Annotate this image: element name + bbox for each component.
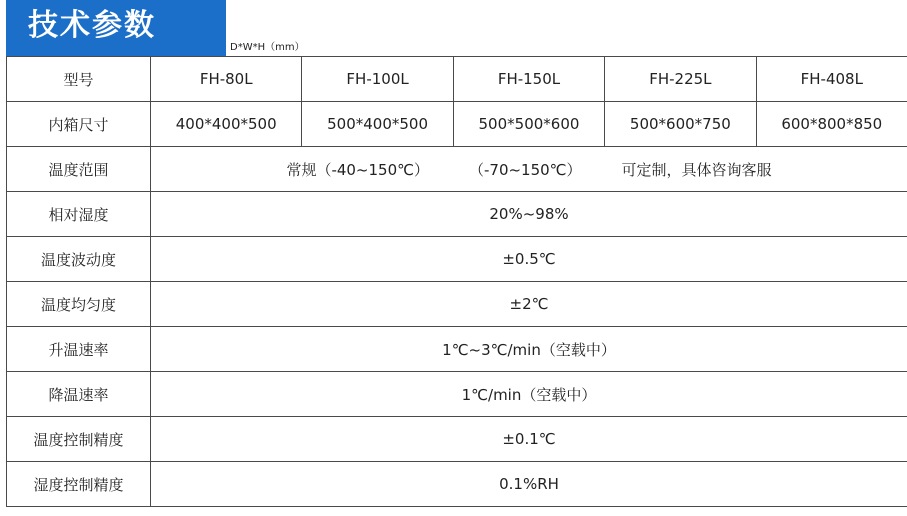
table-row: [7, 282, 907, 327]
row-label: 型号: [7, 57, 151, 102]
table-cell: 400*400*500: [151, 102, 302, 147]
temp-range-normal: 常规（-40~150℃）: [286, 160, 429, 179]
temp-range-custom: 可定制，具体咨询客服: [621, 160, 772, 179]
section-title: 技术参数: [6, 0, 226, 56]
table-row-size: [7, 102, 907, 147]
table-cell: [151, 147, 907, 192]
header: [0, 0, 907, 56]
unit-note: D*W*H（mm）: [230, 42, 305, 53]
table-cell: 500*400*500: [302, 102, 453, 147]
table-row: [7, 372, 907, 417]
row-label: 内箱尺寸: [7, 102, 151, 147]
row-label: 温度波动度: [7, 237, 151, 282]
table-row-model: [7, 57, 907, 102]
table-cell: 20%~98%: [151, 192, 907, 237]
row-label: 升温速率: [7, 327, 151, 372]
row-label: 相对湿度: [7, 192, 151, 237]
table-cell: ±0.5℃: [151, 237, 907, 282]
table-cell: 500*500*600: [453, 102, 604, 147]
table-cell: FH-150L: [453, 57, 604, 102]
table-cell: FH-80L: [151, 57, 302, 102]
table-cell: FH-408L: [756, 57, 907, 102]
row-label: 温度均匀度: [7, 282, 151, 327]
table-cell: 1℃/min（空载中）: [151, 372, 907, 417]
table-cell: ±0.1℃: [151, 417, 907, 462]
table-row: [7, 327, 907, 372]
spec-table: [6, 56, 907, 507]
row-label: 湿度控制精度: [7, 462, 151, 507]
table-cell: 600*800*850: [756, 102, 907, 147]
temp-range-low: （-70~150℃）: [468, 160, 582, 179]
table-cell: 500*600*750: [605, 102, 756, 147]
table-cell: FH-100L: [302, 57, 453, 102]
table-row: [7, 462, 907, 507]
row-label: 降温速率: [7, 372, 151, 417]
table-row: [7, 417, 907, 462]
table-cell: ±2℃: [151, 282, 907, 327]
table-cell: FH-225L: [605, 57, 756, 102]
row-label: 温度控制精度: [7, 417, 151, 462]
table-cell: 1℃~3℃/min（空载中）: [151, 327, 907, 372]
table-row: [7, 192, 907, 237]
row-label: 温度范围: [7, 147, 151, 192]
table-cell: 0.1%RH: [151, 462, 907, 507]
table-row-temp-range: [7, 147, 907, 192]
table-row: [7, 237, 907, 282]
